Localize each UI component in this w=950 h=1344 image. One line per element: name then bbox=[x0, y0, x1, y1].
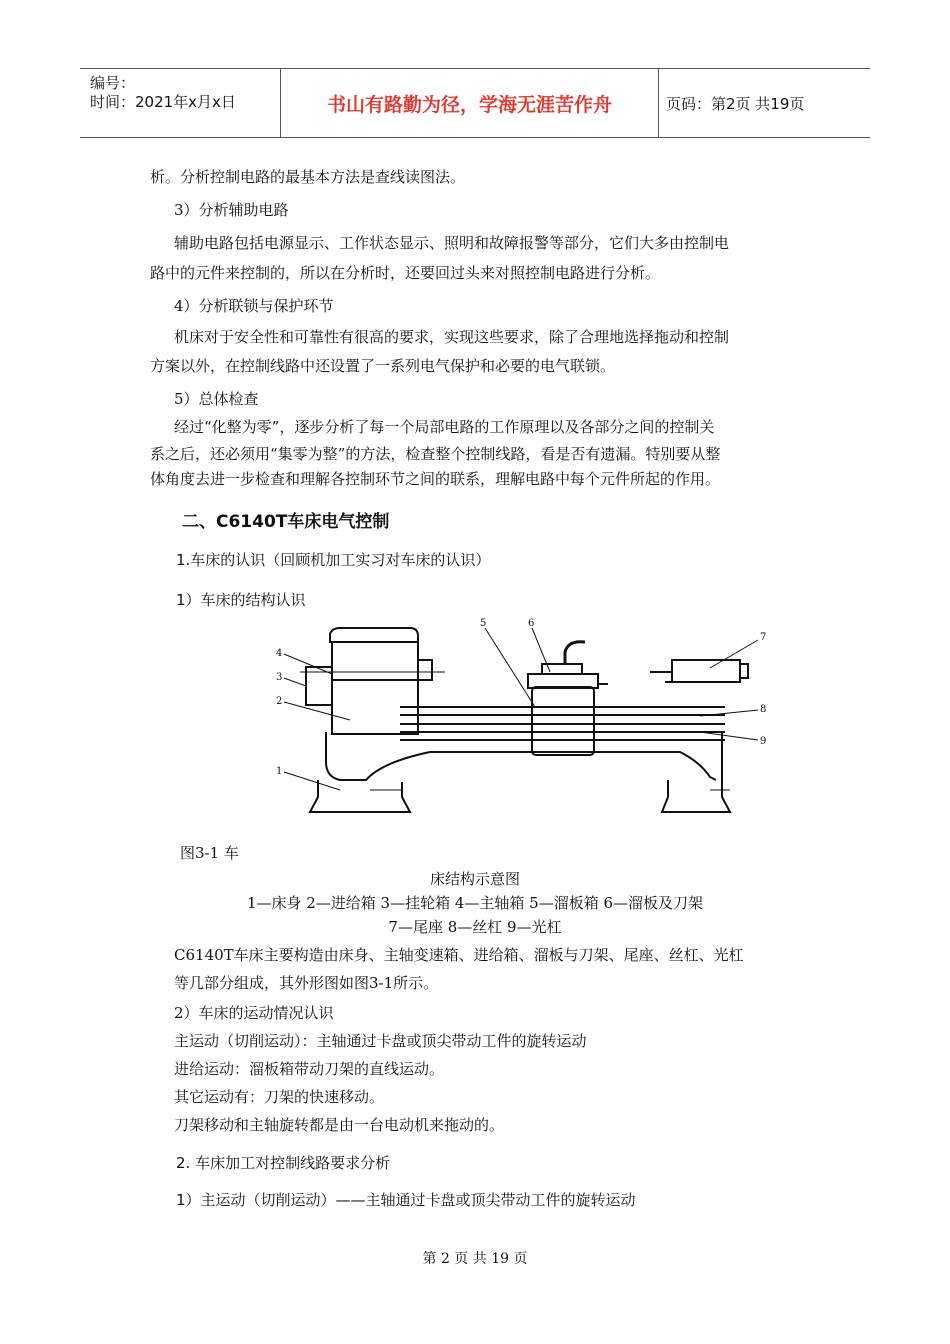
figure-label-8: 8 bbox=[760, 704, 767, 715]
paragraph: 析。分析控制电路的最基本方法是查线读图法。 bbox=[150, 168, 466, 186]
carriage-slide bbox=[528, 674, 598, 688]
paragraph: 刀架移动和主轴旋转都是由一台电动机来拖动的。 bbox=[174, 1116, 505, 1134]
header-meta-cell bbox=[80, 69, 281, 137]
figure-legend: 1—床身 2—进给箱 3—挂轮箱 4—主轴箱 5—溜板箱 6—溜板及刀架 bbox=[246, 894, 704, 912]
page-footer: 第 2 页 共 19 页 bbox=[422, 1251, 528, 1267]
figure-label-5: 5 bbox=[480, 618, 487, 629]
page-header bbox=[80, 68, 870, 138]
figure-legend: 7—尾座 8—丝杠 9—光杠 bbox=[388, 918, 562, 936]
paragraph: 体角度去进一步检查和理解各控制环节之间的联系，理解电路中每个元件所起的作用。 bbox=[150, 470, 721, 488]
header-page-info: 页码：第2页 共19页 bbox=[666, 94, 805, 113]
tailstock bbox=[672, 660, 740, 682]
subheading: 3）分析辅助电路 bbox=[174, 201, 289, 219]
figure-label-9: 9 bbox=[760, 736, 767, 747]
subheading: 5）总体检查 bbox=[174, 390, 259, 408]
time-label: 时间：2021年x月x日 bbox=[90, 93, 236, 111]
lathe-structure-figure bbox=[270, 612, 780, 827]
paragraph: 路中的元件来控制的，所以在分析时，还要回过头来对照控制电路进行分析。 bbox=[150, 264, 661, 282]
figure-label-6: 6 bbox=[528, 618, 535, 629]
paragraph: 经过“化整为零”，逐步分析了每一个局部电路的工作原理以及各部分之间的控制关 bbox=[174, 418, 715, 436]
paragraph: 系之后，还必须用“集零为整”的方法，检查整个控制线路，看是否有遗漏。特别要从整 bbox=[150, 445, 721, 463]
figure-label-1: 1 bbox=[276, 766, 283, 777]
subheading: 1）主运动（切削运动）——主轴通过卡盘或顶尖带动工件的旋转运动 bbox=[176, 1191, 636, 1209]
subheading: 4）分析联锁与保护环节 bbox=[174, 297, 334, 315]
apron bbox=[532, 687, 594, 755]
figure-caption: 图3-1 车 bbox=[180, 844, 239, 862]
figure-label-2: 2 bbox=[276, 696, 283, 707]
figure-label-4: 4 bbox=[276, 648, 283, 659]
figure-label-7: 7 bbox=[760, 632, 767, 643]
right-leg bbox=[662, 732, 730, 812]
subsection-heading: 2. 车床加工对控制线路要求分析 bbox=[176, 1154, 391, 1172]
paragraph: 其它运动有：刀架的快速移动。 bbox=[174, 1088, 385, 1106]
paragraph: 等几部分组成，其外形图如图3-1所示。 bbox=[174, 974, 439, 992]
paragraph: 进给运动：溜板箱带动刀架的直线运动。 bbox=[174, 1060, 445, 1078]
section-heading: 二、C6140T车床电气控制 bbox=[182, 512, 390, 532]
subheading: 1）车床的结构认识 bbox=[176, 591, 306, 609]
headstock-cap bbox=[330, 628, 418, 642]
subsection-heading: 1.车床的认识（回顾机加工实习对车床的认识） bbox=[176, 551, 491, 569]
header-motto: 书山有路勤为径，学海无涯苦作舟 bbox=[281, 69, 659, 137]
paragraph: 主运动（切削运动）：主轴通过卡盘或顶尖带动工件的旋转运动 bbox=[174, 1032, 587, 1050]
headstock bbox=[332, 642, 418, 734]
paragraph: 辅助电路包括电源显示、工作状态显示、照明和故障报警等部分，它们大多由控制电 bbox=[174, 234, 730, 252]
figure-label-3: 3 bbox=[276, 672, 283, 683]
figure-caption: 床结构示意图 bbox=[429, 870, 520, 888]
paragraph: C6140T车床主要构造由床身、主轴变速箱、进给箱、溜板与刀架、尾座、丝杠、光杠 bbox=[174, 946, 744, 964]
paragraph: 方案以外，在控制线路中还设置了一系列电气保护和必要的电气联锁。 bbox=[150, 357, 616, 375]
paragraph: 机床对于安全性和可靠性有很高的要求，实现这些要求，除了合理地选择拖动和控制 bbox=[174, 328, 730, 346]
subheading: 2）车床的运动情况认识 bbox=[174, 1004, 334, 1022]
number-label: 编号： bbox=[90, 74, 136, 92]
